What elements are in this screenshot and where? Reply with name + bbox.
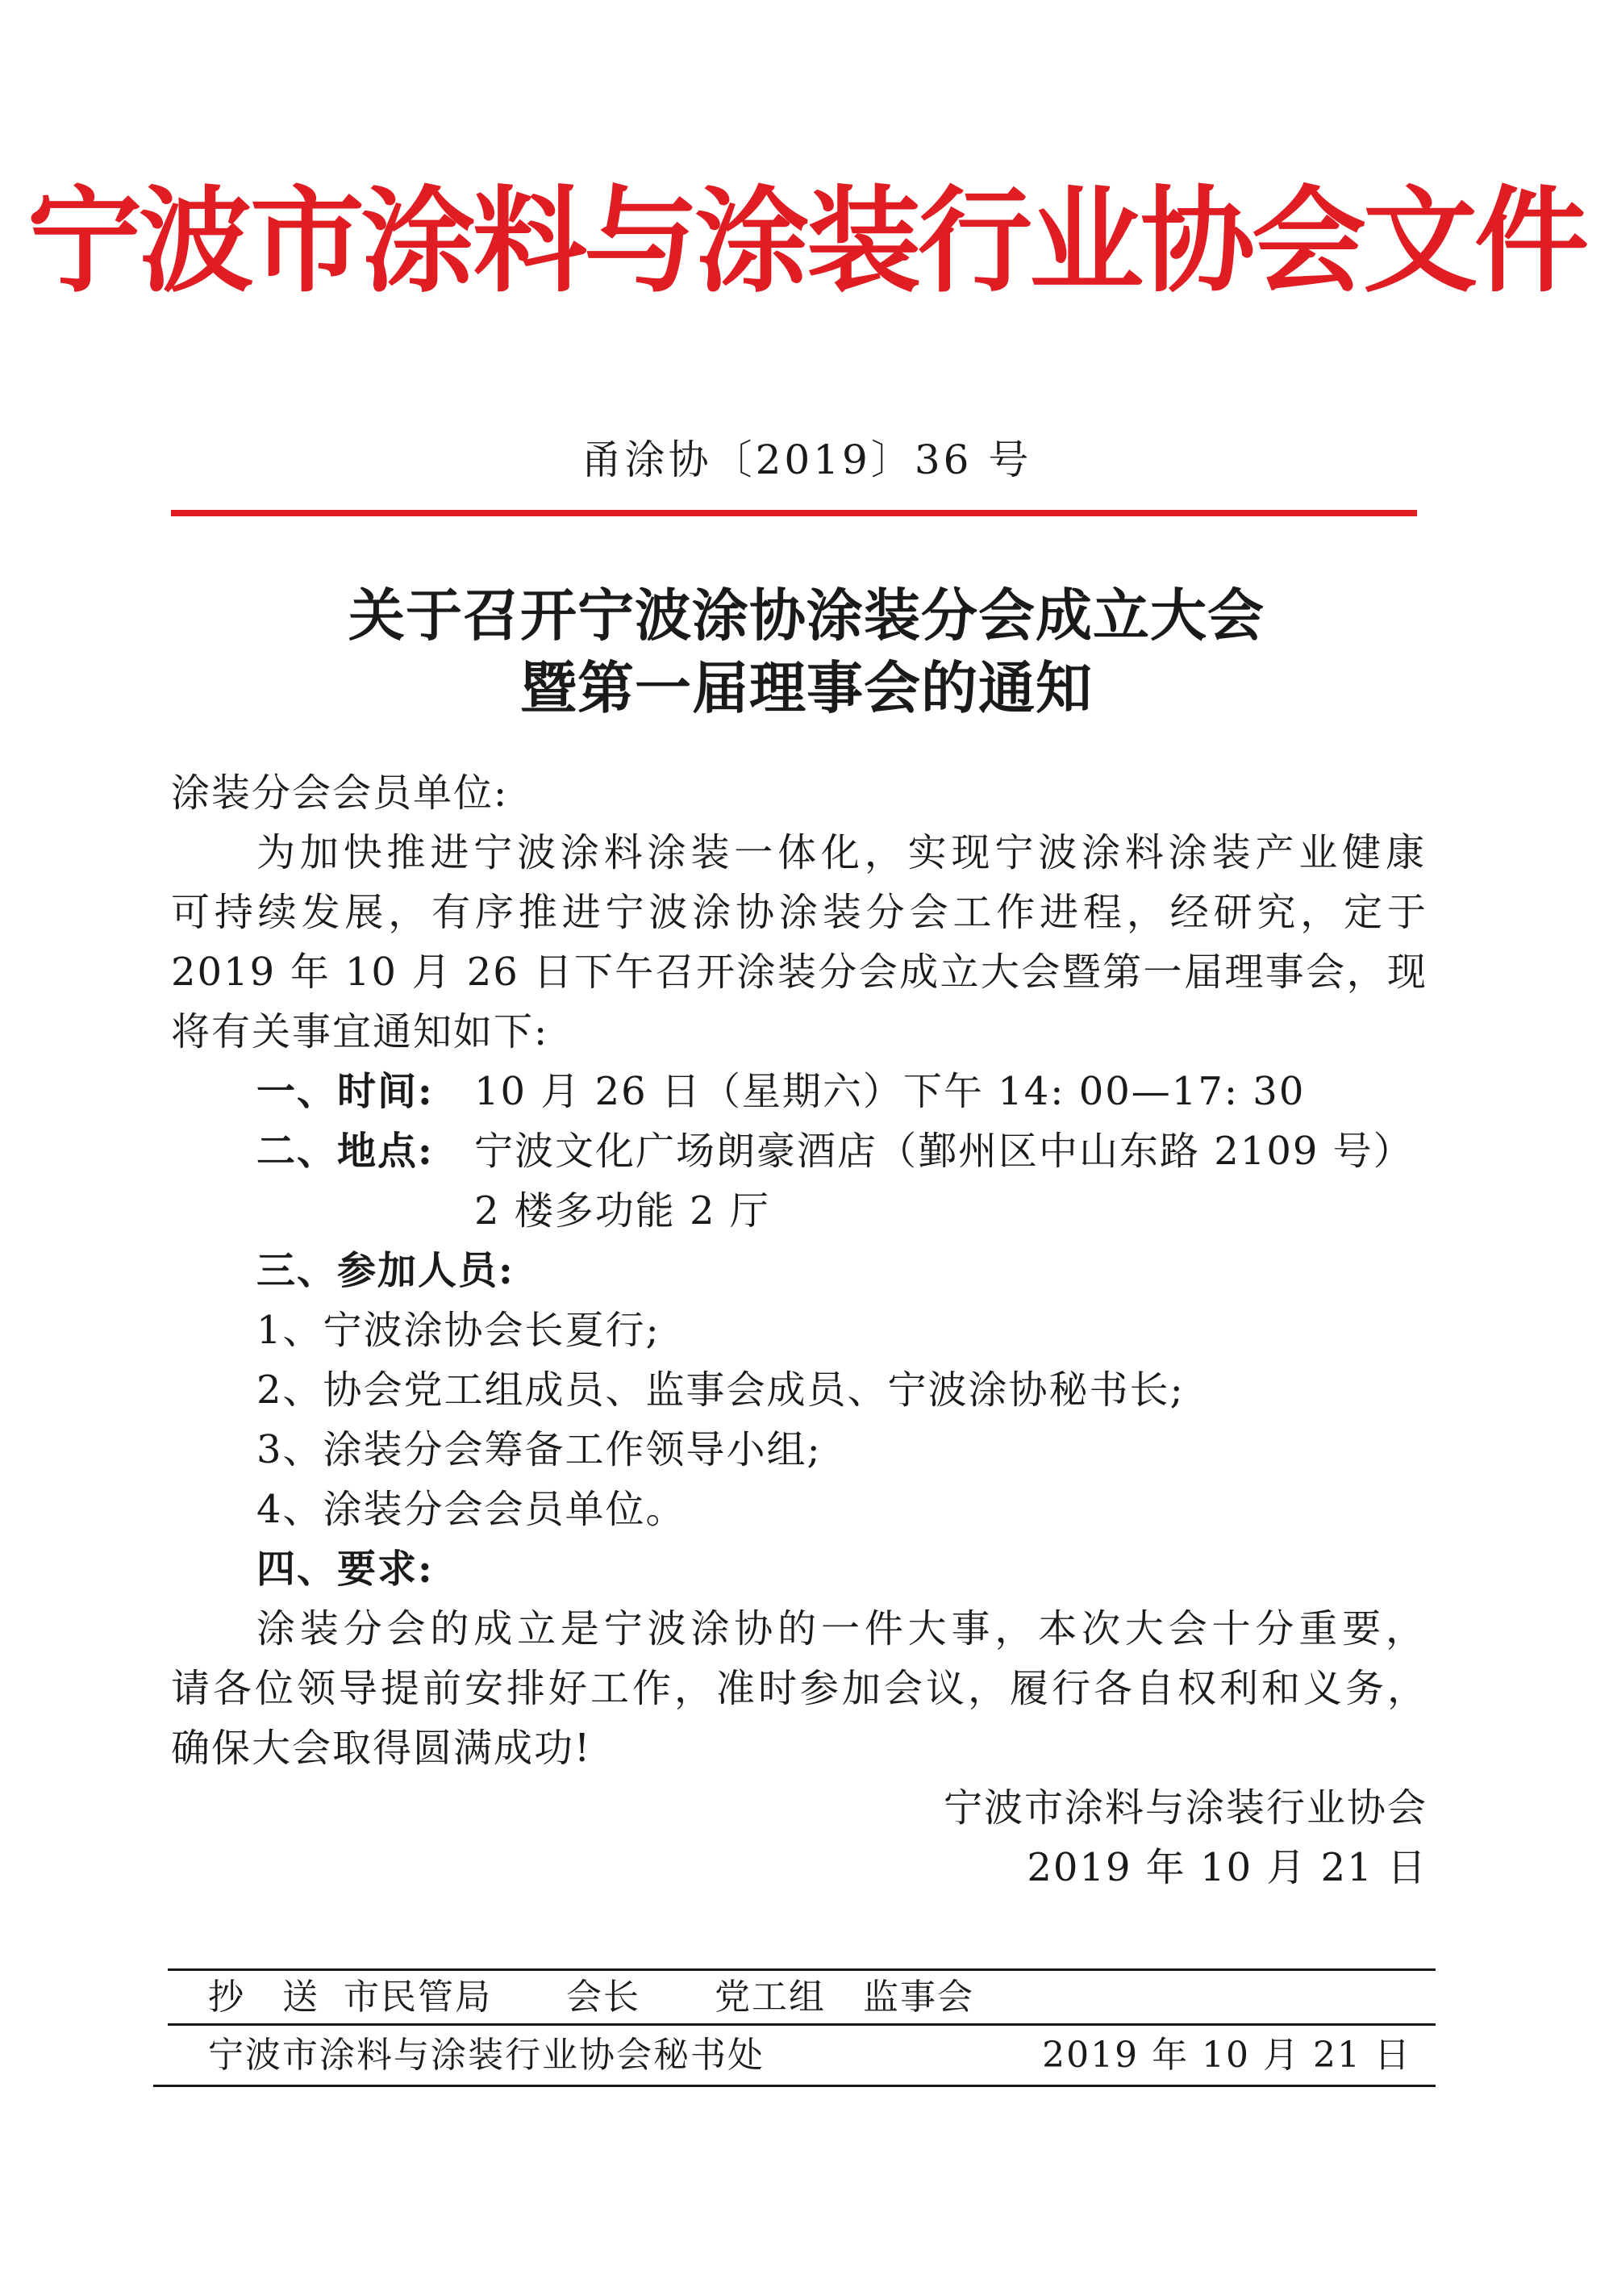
intro-line-4: 将有关事宜通知如下: [171, 1009, 549, 1054]
footer-bottom-rule [153, 2085, 1436, 2087]
location-value-line-2: 2 楼多功能 2 厅 [474, 1188, 770, 1234]
org-file-header: 宁波市涂料与涂装行业协会文件 [27, 175, 1586, 308]
footer-top-rule [168, 1968, 1436, 1971]
notice-title-line-2: 暨第一届理事会的通知 [520, 655, 1093, 721]
time-label: 一、时间: [256, 1069, 434, 1114]
signature-organization: 宁波市涂料与涂装行业协会 [943, 1785, 1428, 1831]
requirements-line-1: 涂装分会的成立是宁波涂协的一件大事，本次大会十分重要， [256, 1606, 1426, 1651]
cc-label: 抄 送 [208, 1977, 319, 2018]
requirements-line-2: 请各位领导提前安排好工作，准时参加会议，履行各自权利和义务， [171, 1666, 1428, 1711]
issue-date: 2019 年 10 月 21 日 [1042, 2035, 1411, 2076]
time-value: 10 月 26 日（星期六）下午 14: 00—17: 30 [474, 1069, 1306, 1114]
issuer: 宁波市涂料与涂装行业协会秘书处 [208, 2035, 765, 2076]
intro-line-2: 可持续发展，有序推进宁波涂协涂装分会工作进程，经研究，定于 [171, 890, 1428, 935]
cc-recipients: 市民管局 会长 党工组 监事会 [344, 1977, 974, 2018]
signature-date: 2019 年 10 月 21 日 [1027, 1845, 1428, 1890]
participants-label: 三、参加人员: [256, 1248, 515, 1293]
intro-line-1: 为加快推进宁波涂料涂装一体化，实现宁波涂料涂装产业健康 [256, 830, 1426, 875]
intro-line-3: 2019 年 10 月 26 日下午召开涂装分会成立大会暨第一届理事会，现 [171, 950, 1428, 995]
document-number: 甬涂协〔2019〕36 号 [581, 436, 1032, 483]
requirements-line-3: 确保大会取得圆满成功! [171, 1726, 592, 1771]
participant-item: 3、涂装分会筹备工作领导小组; [256, 1427, 822, 1472]
requirements-label: 四、要求: [256, 1547, 434, 1592]
participant-item: 4、涂装分会会员单位。 [256, 1487, 686, 1532]
participant-item: 1、宁波涂协会长夏行; [256, 1308, 661, 1353]
red-divider-line [171, 510, 1417, 516]
location-value-line-1: 宁波文化广场朗豪酒店（鄞州区中山东路 2109 号） [474, 1129, 1414, 1174]
participant-item: 2、协会党工组成员、监事会成员、宁波涂协秘书长; [256, 1367, 1185, 1413]
salutation: 涂装分会会员单位: [171, 770, 509, 816]
location-label: 二、地点: [256, 1129, 434, 1174]
footer-middle-rule [168, 2023, 1436, 2026]
notice-title-line-1: 关于召开宁波涂协涂装分会成立大会 [348, 582, 1265, 649]
